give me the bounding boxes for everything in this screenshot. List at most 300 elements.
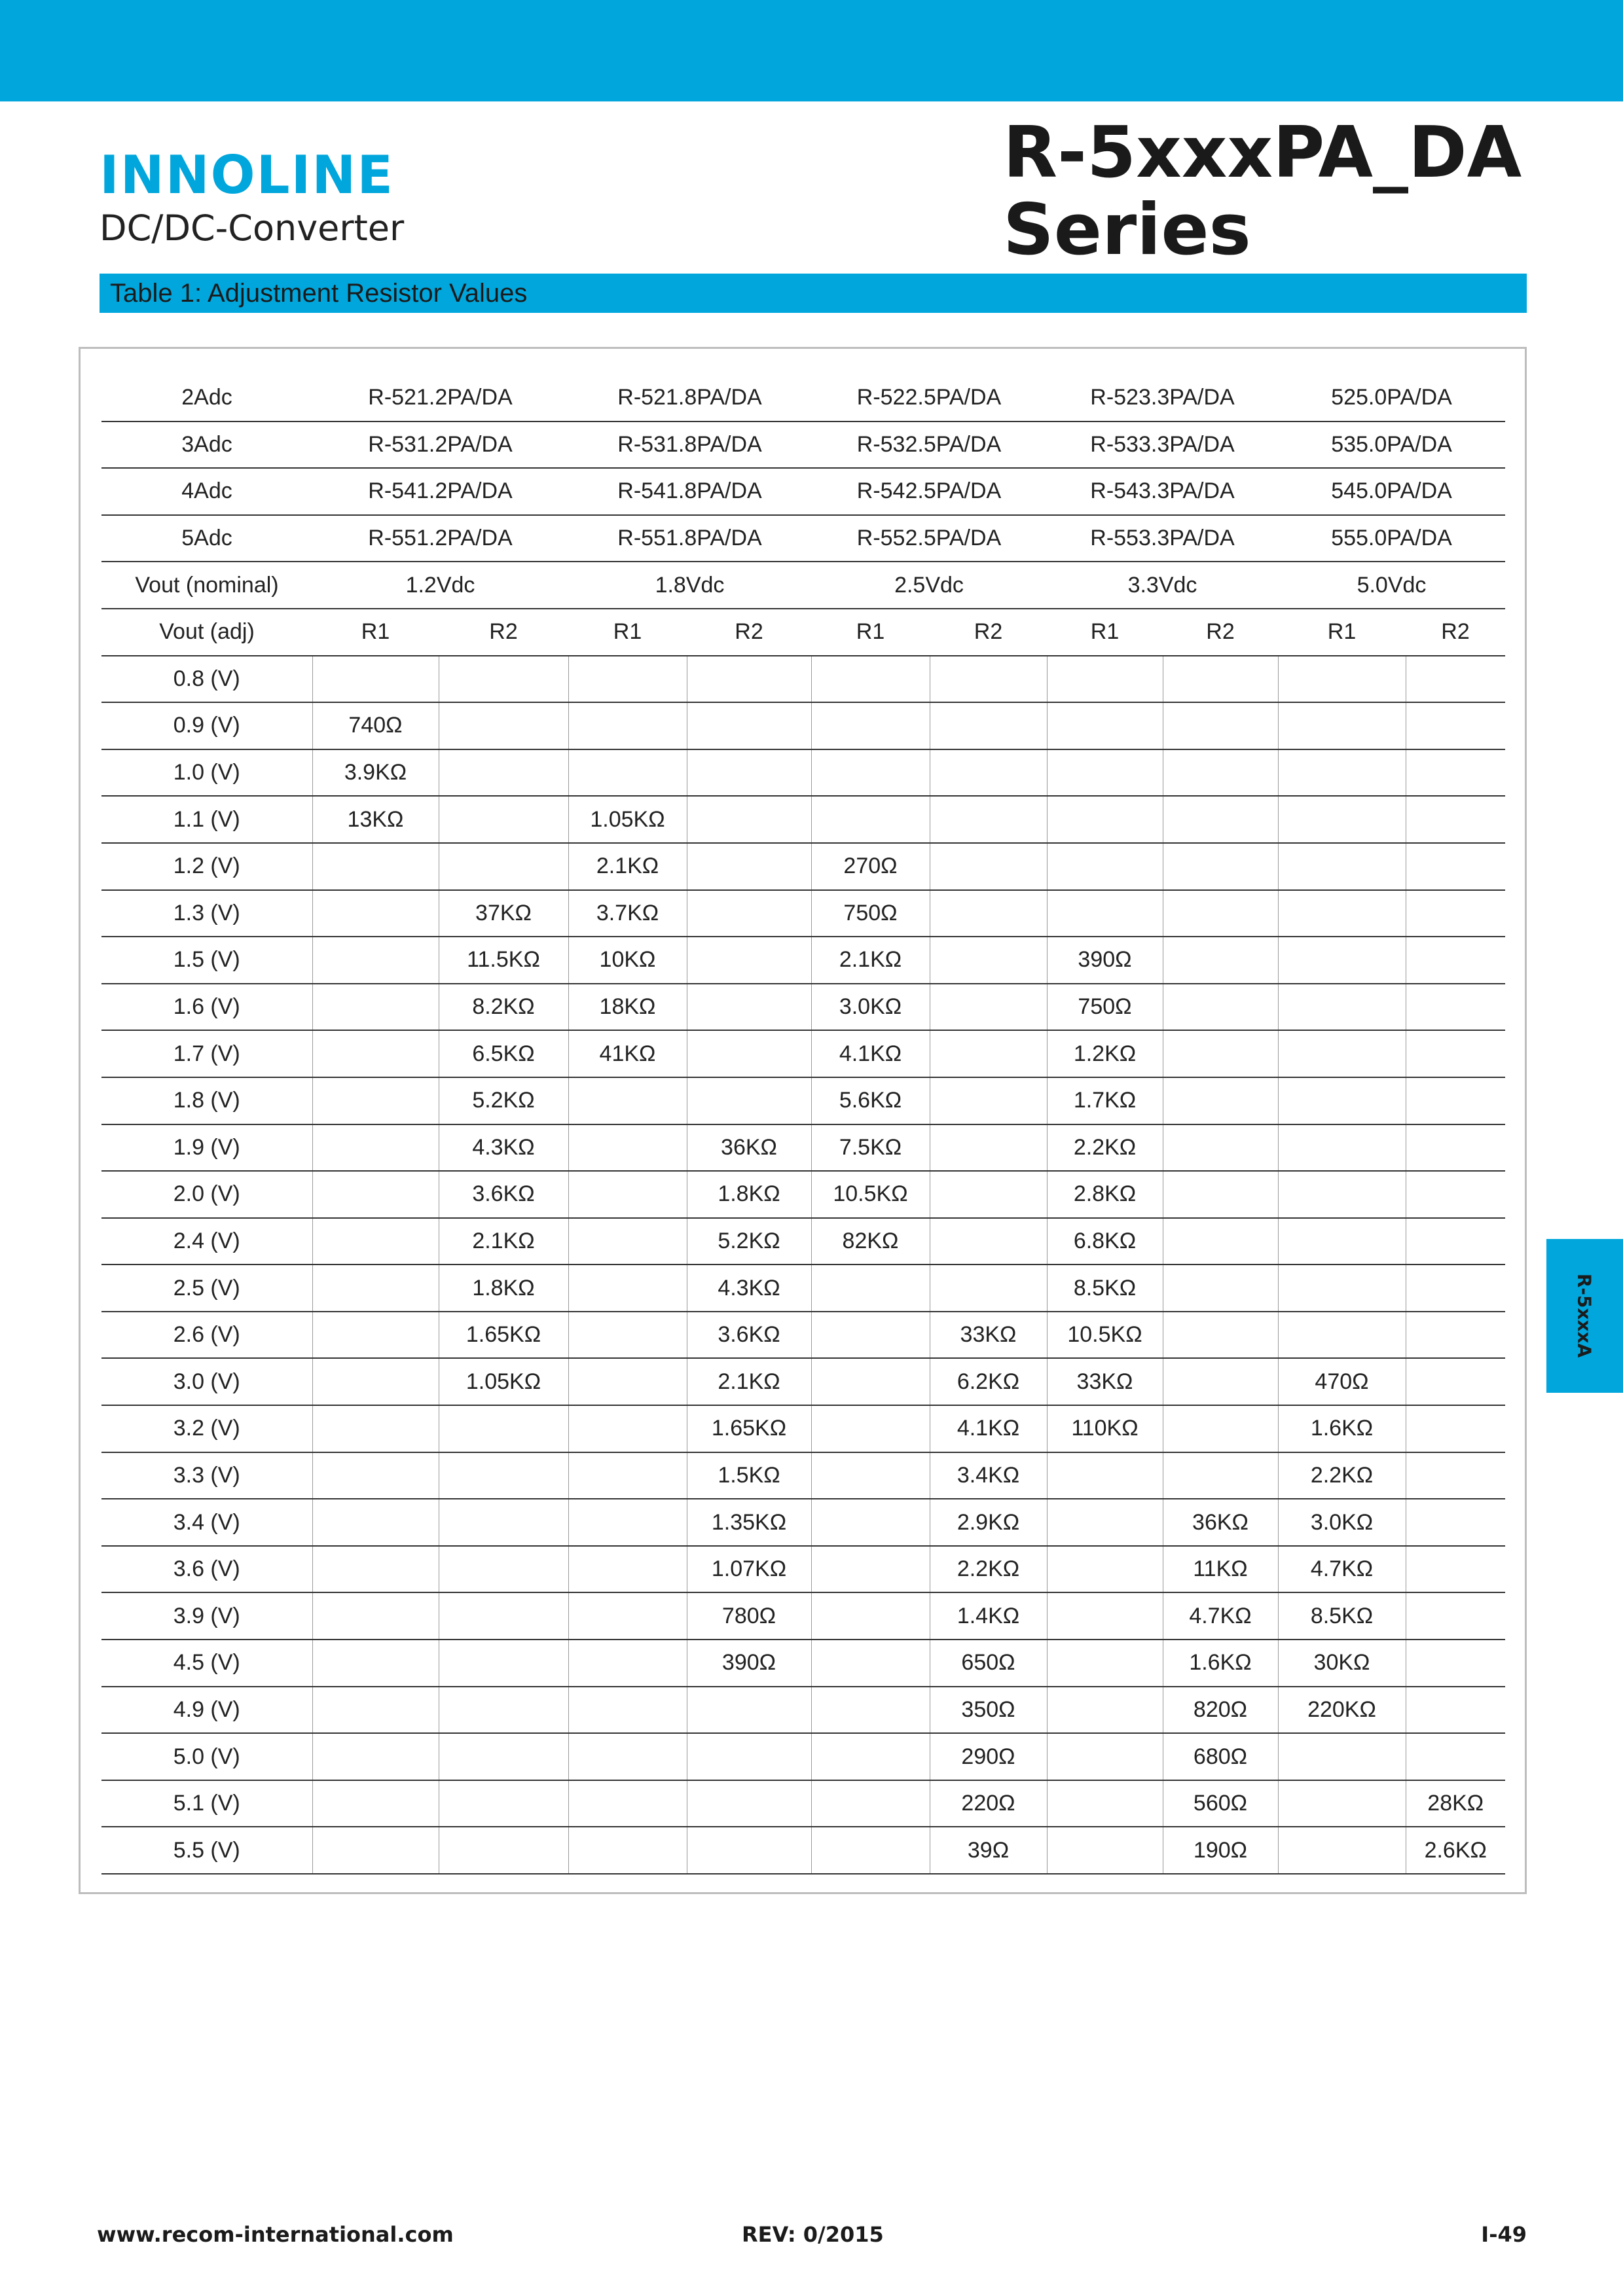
row-label: Vout (adj)	[101, 609, 312, 656]
resistor-value-cell: 41KΩ	[568, 1030, 687, 1077]
resistor-value-cell	[1163, 796, 1278, 843]
resistor-value-cell	[439, 843, 568, 890]
resistor-value-cell: 3.7KΩ	[568, 890, 687, 937]
resistor-value-cell	[439, 1827, 568, 1874]
resistor-value-cell: 3.4KΩ	[930, 1452, 1047, 1499]
column-header: R2	[1163, 609, 1278, 656]
resistor-value-cell	[312, 1780, 439, 1827]
resistor-value-cell	[568, 1312, 687, 1359]
resistor-value-cell: 11.5KΩ	[439, 937, 568, 984]
resistor-value-cell	[312, 1265, 439, 1312]
resistor-value-cell: 190Ω	[1163, 1827, 1278, 1874]
column-header: R2	[930, 609, 1047, 656]
resistor-value-cell	[1163, 984, 1278, 1031]
model-row	[101, 422, 1505, 469]
resistor-value-cell: 750Ω	[1047, 984, 1163, 1031]
resistor-value-cell	[687, 890, 811, 937]
resistor-value-cell	[687, 749, 811, 797]
brand-subtitle: DC/DC-Converter	[100, 207, 405, 249]
resistor-value-cell	[568, 1546, 687, 1593]
resistor-value-cell: 4.1KΩ	[811, 1030, 930, 1077]
resistor-value-cell: 10.5KΩ	[811, 1171, 930, 1218]
resistor-value-cell	[930, 1218, 1047, 1265]
resistor-value-cell	[312, 843, 439, 890]
column-header: R2	[687, 609, 811, 656]
resistor-value-cell	[568, 656, 687, 703]
row-label: 1.3 (V)	[101, 890, 312, 937]
resistor-value-cell: 2.2KΩ	[1278, 1452, 1406, 1499]
resistor-value-cell: 3.6KΩ	[439, 1171, 568, 1218]
resistor-value-cell: 2.2KΩ	[930, 1546, 1047, 1593]
resistor-value-cell: 5.6KΩ	[811, 1077, 930, 1124]
model-cell: 1.2Vdc	[312, 562, 568, 609]
resistor-value-cell	[687, 1077, 811, 1124]
product-title	[1003, 112, 1527, 272]
column-header: R2	[1406, 609, 1505, 656]
resistor-value-cell	[1047, 1592, 1163, 1640]
resistor-value-cell	[811, 1452, 930, 1499]
top-color-bar	[0, 0, 1623, 101]
resistor-value-cell	[312, 1687, 439, 1734]
resistor-value-cell	[687, 937, 811, 984]
resistor-value-cell	[1406, 702, 1505, 749]
resistor-value-cell	[687, 1030, 811, 1077]
resistor-value-cell	[811, 656, 930, 703]
table-row	[101, 656, 1505, 703]
row-label: 1.8 (V)	[101, 1077, 312, 1124]
resistor-value-cell	[312, 1124, 439, 1172]
resistor-value-cell	[1406, 1077, 1505, 1124]
resistor-value-cell: 10KΩ	[568, 937, 687, 984]
resistor-value-cell: 4.7KΩ	[1278, 1546, 1406, 1593]
resistor-value-cell	[1278, 1733, 1406, 1780]
resistor-value-cell: 4.7KΩ	[1163, 1592, 1278, 1640]
resistor-value-cell: 8.5KΩ	[1047, 1265, 1163, 1312]
table-row	[101, 1592, 1505, 1640]
resistor-value-cell: 5.2KΩ	[439, 1077, 568, 1124]
model-cell: R-542.5PA/DA	[811, 468, 1047, 515]
resistor-value-cell: 4.3KΩ	[439, 1124, 568, 1172]
resistor-value-cell: 13KΩ	[312, 796, 439, 843]
resistor-value-cell	[568, 1218, 687, 1265]
resistor-value-cell	[811, 1780, 930, 1827]
resistor-value-cell	[312, 1546, 439, 1593]
resistor-value-cell	[1163, 656, 1278, 703]
table-row	[101, 1124, 1505, 1172]
table-row	[101, 1358, 1505, 1405]
resistor-value-cell	[1163, 1405, 1278, 1452]
column-header: R2	[439, 609, 568, 656]
row-label: 1.5 (V)	[101, 937, 312, 984]
resistor-value-cell: 1.05KΩ	[568, 796, 687, 843]
resistor-value-cell	[1278, 702, 1406, 749]
resistor-value-cell: 820Ω	[1163, 1687, 1278, 1734]
resistor-value-cell: 6.2KΩ	[930, 1358, 1047, 1405]
resistor-value-cell: 37KΩ	[439, 890, 568, 937]
resistor-value-cell	[1278, 984, 1406, 1031]
resistor-value-cell	[1406, 1546, 1505, 1593]
resistor-value-cell	[1406, 1733, 1505, 1780]
resistor-value-cell: 1.05KΩ	[439, 1358, 568, 1405]
resistor-value-cell	[439, 1687, 568, 1734]
resistor-value-cell: 33KΩ	[1047, 1358, 1163, 1405]
resistor-value-cell	[930, 843, 1047, 890]
resistor-value-cell	[930, 656, 1047, 703]
resistor-value-cell	[1278, 1265, 1406, 1312]
resistor-value-cell	[1406, 937, 1505, 984]
row-label: 1.0 (V)	[101, 749, 312, 797]
resistor-value-cell: 1.65KΩ	[439, 1312, 568, 1359]
footer-url: www.recom-international.com	[97, 2222, 454, 2247]
model-cell: R-552.5PA/DA	[811, 515, 1047, 562]
resistor-value-cell	[811, 1358, 930, 1405]
resistor-value-cell	[439, 1733, 568, 1780]
table-row	[101, 1827, 1505, 1874]
model-cell: 3.3Vdc	[1047, 562, 1278, 609]
row-label: 3.0 (V)	[101, 1358, 312, 1405]
resistor-value-cell: 110KΩ	[1047, 1405, 1163, 1452]
resistor-value-cell	[811, 1265, 930, 1312]
resistor-value-cell	[811, 1640, 930, 1687]
model-cell: R-551.2PA/DA	[312, 515, 568, 562]
model-row	[101, 468, 1505, 515]
resistor-value-cell	[568, 1077, 687, 1124]
row-label: 1.6 (V)	[101, 984, 312, 1031]
resistor-value-cell: 5.2KΩ	[687, 1218, 811, 1265]
resistor-value-cell	[1278, 890, 1406, 937]
model-cell: 5.0Vdc	[1278, 562, 1505, 609]
resistor-value-cell: 2.1KΩ	[439, 1218, 568, 1265]
resistor-value-cell: 390Ω	[1047, 937, 1163, 984]
resistor-value-cell: 2.9KΩ	[930, 1499, 1047, 1546]
resistor-value-cell	[1047, 1827, 1163, 1874]
resistor-value-cell: 2.6KΩ	[1406, 1827, 1505, 1874]
resistor-value-cell	[568, 1452, 687, 1499]
resistor-value-cell	[930, 1124, 1047, 1172]
resistor-value-cell	[312, 1640, 439, 1687]
resistor-value-cell	[439, 702, 568, 749]
resistor-value-cell: 1.5KΩ	[687, 1452, 811, 1499]
resistor-value-cell	[439, 1452, 568, 1499]
table-row	[101, 937, 1505, 984]
resistor-value-cell	[1406, 843, 1505, 890]
resistor-value-cell	[687, 1827, 811, 1874]
table-row	[101, 1218, 1505, 1265]
resistor-value-cell	[1406, 1124, 1505, 1172]
resistor-value-cell: 6.5KΩ	[439, 1030, 568, 1077]
resistor-value-cell	[1278, 1171, 1406, 1218]
resistor-value-cell	[1278, 1780, 1406, 1827]
resistor-value-cell	[568, 1171, 687, 1218]
model-cell: R-551.8PA/DA	[568, 515, 811, 562]
row-label: 2.5 (V)	[101, 1265, 312, 1312]
table-row	[101, 890, 1505, 937]
resistor-value-cell: 2.1KΩ	[811, 937, 930, 984]
table-row	[101, 1077, 1505, 1124]
resistor-value-cell	[312, 656, 439, 703]
resistor-value-cell	[568, 1640, 687, 1687]
resistor-value-cell: 650Ω	[930, 1640, 1047, 1687]
model-cell: R-521.2PA/DA	[312, 375, 568, 422]
resistor-value-cell	[1278, 843, 1406, 890]
resistor-value-cell	[568, 1827, 687, 1874]
resistor-value-cell	[568, 1265, 687, 1312]
resistor-value-cell	[1047, 1499, 1163, 1546]
resistor-value-cell: 28KΩ	[1406, 1780, 1505, 1827]
resistor-value-cell	[1278, 1077, 1406, 1124]
resistor-value-cell	[1406, 749, 1505, 797]
table-row	[101, 796, 1505, 843]
resistor-value-cell: 1.8KΩ	[439, 1265, 568, 1312]
resistor-value-cell: 7.5KΩ	[811, 1124, 930, 1172]
row-label: 5.1 (V)	[101, 1780, 312, 1827]
model-cell: R-531.2PA/DA	[312, 422, 568, 469]
resistor-value-cell	[312, 1827, 439, 1874]
resistor-value-cell	[1406, 1499, 1505, 1546]
resistor-value-cell	[439, 1780, 568, 1827]
resistor-value-cell	[568, 1499, 687, 1546]
resistor-value-cell: 1.4KΩ	[930, 1592, 1047, 1640]
product-title-line1: R-5xxxPA_DA	[1003, 112, 1522, 194]
resistor-value-cell	[1163, 1452, 1278, 1499]
resistor-value-cell	[1047, 890, 1163, 937]
resistor-value-cell	[312, 1358, 439, 1405]
resistor-value-cell: 10.5KΩ	[1047, 1312, 1163, 1359]
resistor-value-cell: 3.6KΩ	[687, 1312, 811, 1359]
column-header: R1	[312, 609, 439, 656]
resistor-value-cell	[1406, 1265, 1505, 1312]
resistor-value-cell	[687, 1733, 811, 1780]
resistor-value-cell	[1406, 1687, 1505, 1734]
resistor-value-cell	[1278, 1218, 1406, 1265]
resistor-value-cell	[568, 1592, 687, 1640]
resistor-value-cell	[1047, 1780, 1163, 1827]
model-cell: R-521.8PA/DA	[568, 375, 811, 422]
resistor-value-cell	[312, 937, 439, 984]
resistor-value-cell	[1047, 1733, 1163, 1780]
row-label: 0.8 (V)	[101, 656, 312, 703]
resistor-value-cell	[312, 1077, 439, 1124]
resistor-value-cell	[439, 1546, 568, 1593]
resistor-value-cell: 350Ω	[930, 1687, 1047, 1734]
resistor-value-cell	[568, 1405, 687, 1452]
table-row	[101, 1312, 1505, 1359]
resistor-value-cell	[1047, 749, 1163, 797]
resistor-value-cell	[1278, 937, 1406, 984]
resistor-value-cell	[312, 1733, 439, 1780]
row-label: 4.5 (V)	[101, 1640, 312, 1687]
resistor-value-cell: 1.07KΩ	[687, 1546, 811, 1593]
resistor-value-cell: 740Ω	[312, 702, 439, 749]
row-label: 5Adc	[101, 515, 312, 562]
row-label: 2Adc	[101, 375, 312, 422]
resistor-value-cell	[1163, 1171, 1278, 1218]
row-label: 0.9 (V)	[101, 702, 312, 749]
resistor-value-cell	[568, 1124, 687, 1172]
resistor-value-cell	[1047, 843, 1163, 890]
resistor-value-cell	[1047, 796, 1163, 843]
resistor-value-cell	[1163, 890, 1278, 937]
resistor-value-cell	[312, 1171, 439, 1218]
resistor-value-cell	[1406, 1640, 1505, 1687]
resistor-value-cell	[1047, 1452, 1163, 1499]
resistor-value-cell	[439, 749, 568, 797]
resistor-value-cell: 36KΩ	[687, 1124, 811, 1172]
resistor-value-cell: 3.0KΩ	[1278, 1499, 1406, 1546]
resistor-value-cell	[312, 984, 439, 1031]
resistor-value-cell	[312, 1218, 439, 1265]
resistor-value-cell	[1278, 1030, 1406, 1077]
row-label: 2.4 (V)	[101, 1218, 312, 1265]
row-label: 1.2 (V)	[101, 843, 312, 890]
resistor-value-cell	[1406, 890, 1505, 937]
resistor-value-cell: 1.8KΩ	[687, 1171, 811, 1218]
resistor-value-cell	[1047, 656, 1163, 703]
resistor-value-cell	[811, 1546, 930, 1593]
table-row	[101, 749, 1505, 797]
resistor-value-cell: 560Ω	[1163, 1780, 1278, 1827]
resistor-value-cell: 3.0KΩ	[811, 984, 930, 1031]
table-row	[101, 1452, 1505, 1499]
table-row	[101, 1030, 1505, 1077]
model-cell: R-531.8PA/DA	[568, 422, 811, 469]
row-label: 3.9 (V)	[101, 1592, 312, 1640]
resistor-value-cell	[811, 1405, 930, 1452]
row-label: 5.0 (V)	[101, 1733, 312, 1780]
resistor-value-cell: 18KΩ	[568, 984, 687, 1031]
model-cell: 1.8Vdc	[568, 562, 811, 609]
resistor-table-frame	[79, 347, 1527, 1894]
resistor-value-cell: 11KΩ	[1163, 1546, 1278, 1593]
side-tab	[1546, 1239, 1623, 1393]
resistor-value-cell	[1047, 1640, 1163, 1687]
model-cell: R-532.5PA/DA	[811, 422, 1047, 469]
resistor-value-cell	[1406, 1171, 1505, 1218]
resistor-value-cell	[312, 1405, 439, 1452]
resistor-value-cell	[1406, 1030, 1505, 1077]
resistor-value-cell: 780Ω	[687, 1592, 811, 1640]
resistor-value-cell	[568, 1358, 687, 1405]
resistor-value-cell	[312, 890, 439, 937]
resistor-value-cell: 1.6KΩ	[1278, 1405, 1406, 1452]
column-header: R1	[1278, 609, 1406, 656]
resistor-value-cell	[811, 1827, 930, 1874]
resistor-value-cell	[687, 796, 811, 843]
resistor-value-cell	[312, 1030, 439, 1077]
model-cell: R-541.8PA/DA	[568, 468, 811, 515]
resistor-value-cell	[1278, 749, 1406, 797]
row-label: 1.9 (V)	[101, 1124, 312, 1172]
resistor-value-cell: 33KΩ	[930, 1312, 1047, 1359]
resistor-value-cell	[687, 984, 811, 1031]
adj-header-row	[101, 609, 1505, 656]
resistor-value-cell	[687, 1780, 811, 1827]
resistor-value-cell	[687, 1687, 811, 1734]
row-label: 2.0 (V)	[101, 1171, 312, 1218]
resistor-value-cell: 8.5KΩ	[1278, 1592, 1406, 1640]
product-title-line2: Series	[1003, 189, 1251, 271]
resistor-value-cell	[811, 1687, 930, 1734]
resistor-value-cell	[1163, 749, 1278, 797]
resistor-value-cell: 1.35KΩ	[687, 1499, 811, 1546]
row-label: 5.5 (V)	[101, 1827, 312, 1874]
row-label: 1.7 (V)	[101, 1030, 312, 1077]
row-label: 3.2 (V)	[101, 1405, 312, 1452]
resistor-value-cell	[1406, 1312, 1505, 1359]
resistor-value-cell	[811, 1312, 930, 1359]
resistor-value-cell: 470Ω	[1278, 1358, 1406, 1405]
resistor-value-cell	[568, 1687, 687, 1734]
resistor-value-cell	[1406, 656, 1505, 703]
model-cell: 545.0PA/DA	[1278, 468, 1505, 515]
model-cell: 2.5Vdc	[811, 562, 1047, 609]
resistor-value-cell	[930, 890, 1047, 937]
resistor-value-cell: 6.8KΩ	[1047, 1218, 1163, 1265]
resistor-value-cell	[568, 749, 687, 797]
resistor-value-cell	[930, 1077, 1047, 1124]
resistor-value-cell	[1406, 1452, 1505, 1499]
column-header: R1	[811, 609, 930, 656]
model-cell: 535.0PA/DA	[1278, 422, 1505, 469]
table-row	[101, 1546, 1505, 1593]
table-row	[101, 1499, 1505, 1546]
resistor-value-cell	[811, 749, 930, 797]
resistor-value-cell	[930, 937, 1047, 984]
resistor-value-cell	[811, 1499, 930, 1546]
table-row	[101, 1780, 1505, 1827]
resistor-value-cell: 4.3KΩ	[687, 1265, 811, 1312]
table-row	[101, 843, 1505, 890]
resistor-value-cell	[1406, 1218, 1505, 1265]
resistor-value-cell: 2.1KΩ	[687, 1358, 811, 1405]
resistor-value-cell	[930, 702, 1047, 749]
resistor-value-cell: 1.7KΩ	[1047, 1077, 1163, 1124]
resistor-value-cell: 390Ω	[687, 1640, 811, 1687]
nominal-vout-row	[101, 562, 1505, 609]
model-cell: R-523.3PA/DA	[1047, 375, 1278, 422]
resistor-value-cell: 680Ω	[1163, 1733, 1278, 1780]
row-label: 3.3 (V)	[101, 1452, 312, 1499]
resistor-value-cell	[1278, 796, 1406, 843]
table-row	[101, 1687, 1505, 1734]
resistor-value-cell	[1047, 1687, 1163, 1734]
table-row	[101, 1640, 1505, 1687]
resistor-value-cell	[687, 843, 811, 890]
row-label: Vout (nominal)	[101, 562, 312, 609]
column-header: R1	[1047, 609, 1163, 656]
table-row	[101, 702, 1505, 749]
resistor-value-cell: 290Ω	[930, 1733, 1047, 1780]
resistor-value-cell	[439, 1640, 568, 1687]
resistor-value-cell	[1406, 1405, 1505, 1452]
resistor-value-cell	[1406, 1358, 1505, 1405]
resistor-value-cell	[1406, 1592, 1505, 1640]
row-label: 2.6 (V)	[101, 1312, 312, 1359]
footer-revision: REV: 0/2015	[742, 2222, 884, 2247]
resistor-value-cell	[312, 1312, 439, 1359]
resistor-value-cell: 2.1KΩ	[568, 843, 687, 890]
resistor-value-cell: 8.2KΩ	[439, 984, 568, 1031]
resistor-value-cell	[439, 656, 568, 703]
resistor-value-cell	[312, 1452, 439, 1499]
resistor-value-cell: 2.2KΩ	[1047, 1124, 1163, 1172]
resistor-value-cell	[1163, 702, 1278, 749]
footer-page-number: I-49	[1481, 2222, 1527, 2247]
table-row	[101, 1405, 1505, 1452]
resistor-value-cell	[930, 1171, 1047, 1218]
resistor-value-cell: 1.2KΩ	[1047, 1030, 1163, 1077]
row-label: 3.4 (V)	[101, 1499, 312, 1546]
